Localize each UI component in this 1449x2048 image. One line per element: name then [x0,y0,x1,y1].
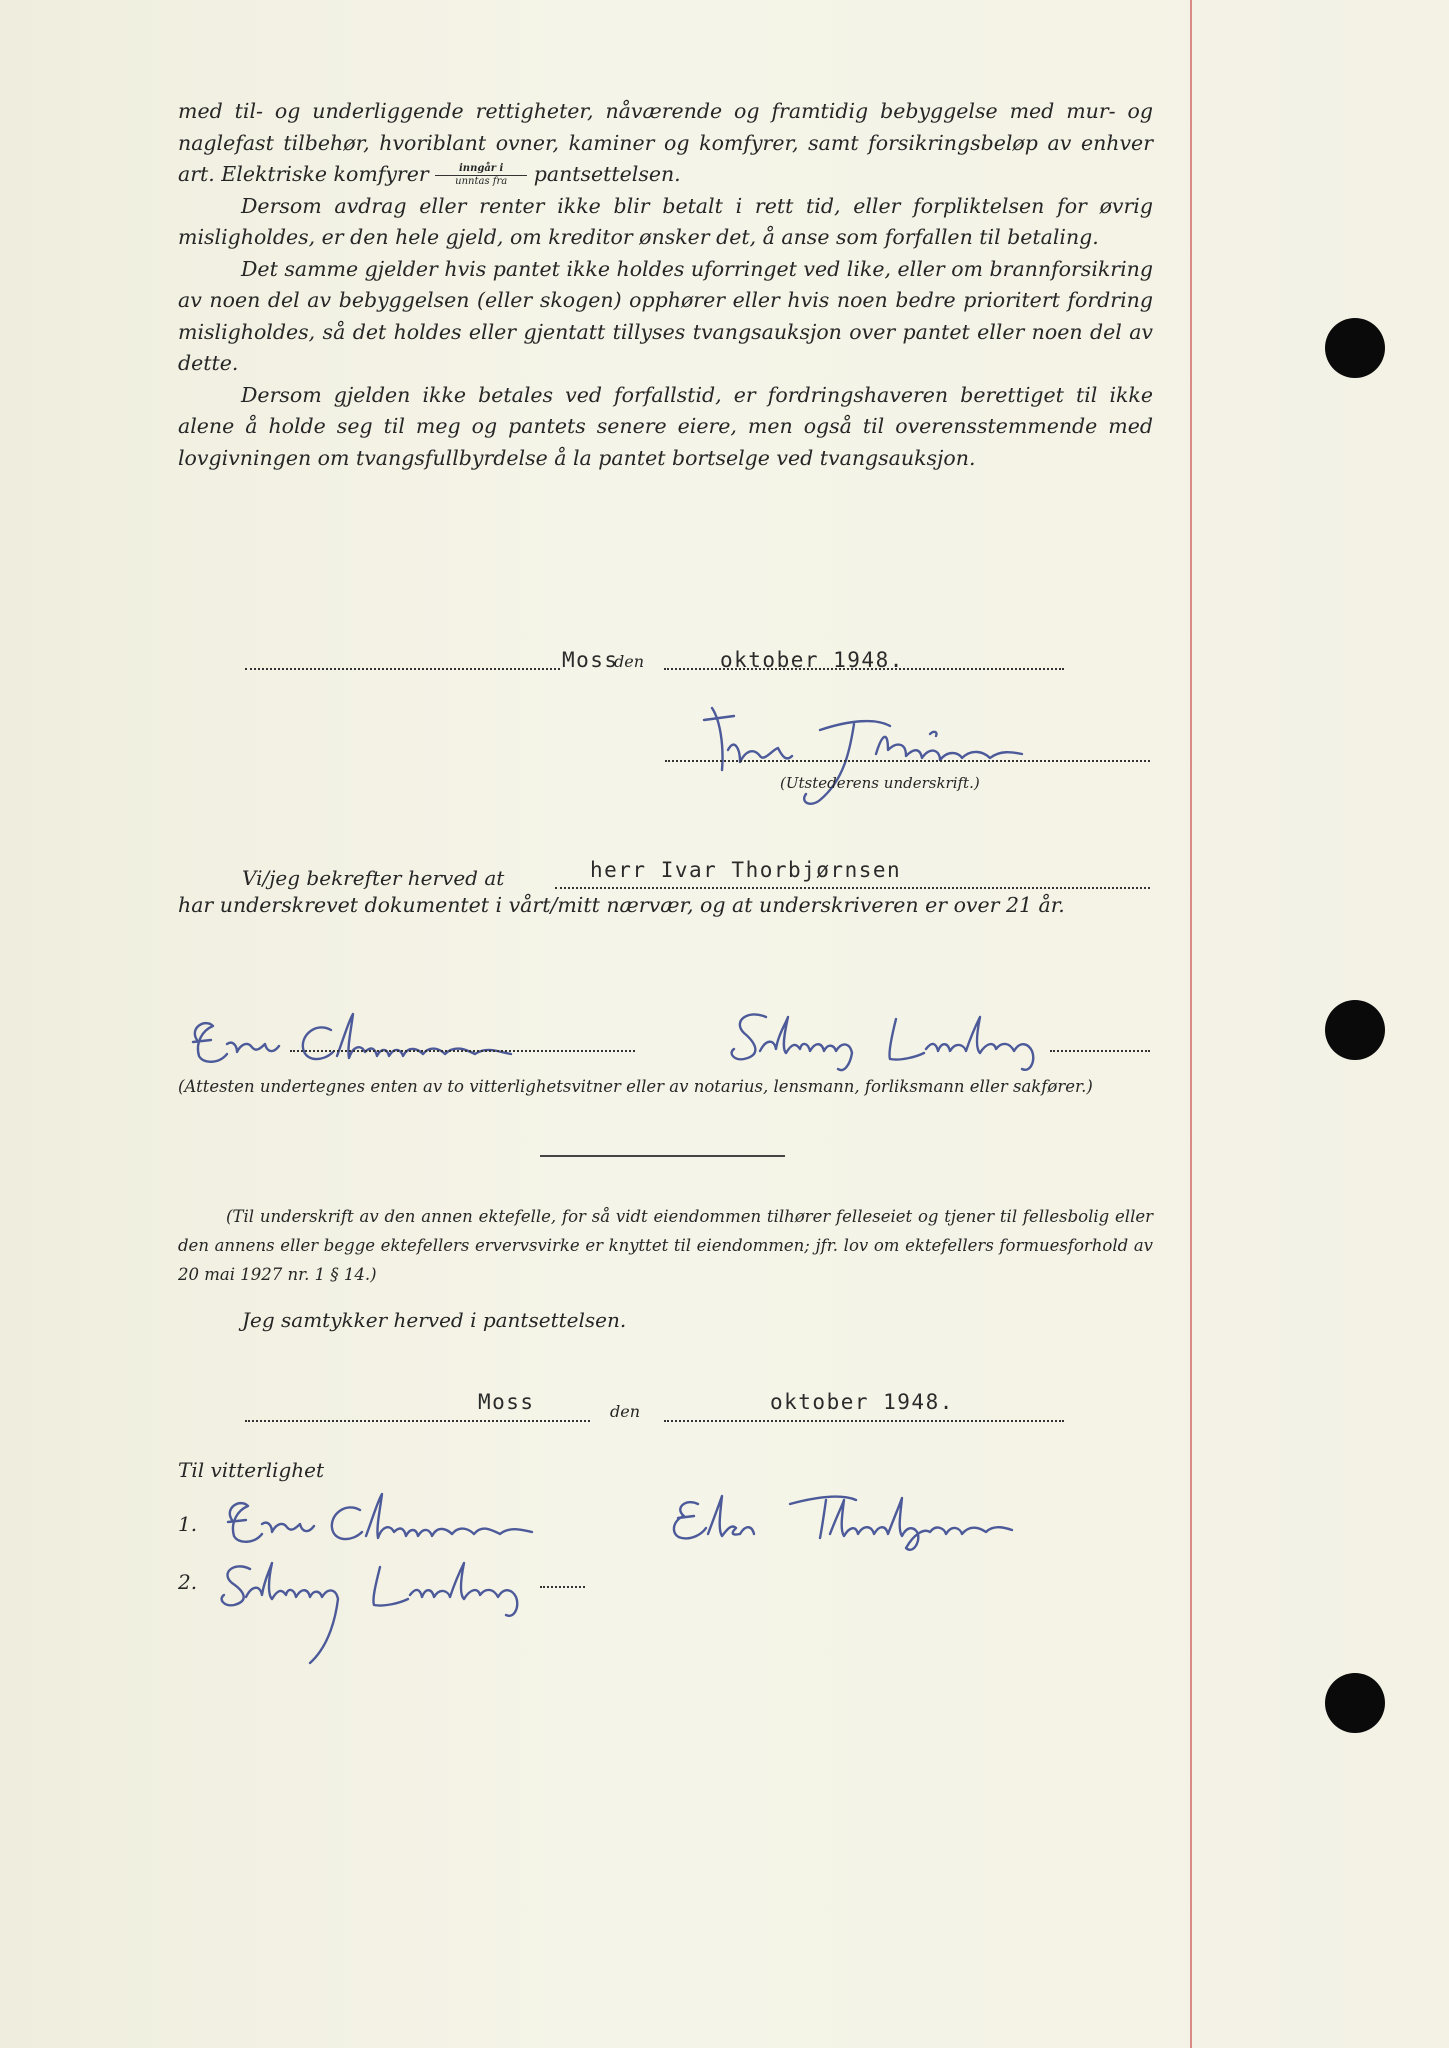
spouse-signature [660,1478,1100,1558]
punch-hole-bottom [1325,1673,1385,1733]
paragraph-default-payment: Dersom avdrag eller renter ikke blir betalt i rett tid, eller forpliktelsen for øvrig misligholdes, er den hele gjeld, om kreditor ønsker det, å anse som forfallen til betaling. [178,193,1153,249]
punch-hole-middle [1325,1000,1385,1060]
section-divider [540,1155,785,1157]
paragraph-enforcement: Dersom gjelden ikke betales ved forfallstid, er fordringshaveren berettiget til ikke alene å holde seg til meg og pantets senere eiere, men også til overensstemmende med lovgivningen om tvangsfullbyrdelse å la pantet bortselge ved tvangsauksjon. [178,382,1153,470]
place-dots-1 [245,668,560,670]
paragraph-property-rights-text: med til- og underliggende rettigheter, nåværende og framtidig bebyggelse med mur- og naglefast tilbehør, hvoriblant ovner, kaminer og komfyrer, samt forsikringsbeløp av enhver art. Elektriske komfyrer [178,99,1153,186]
paragraph-collateral-maintenance: Det samme gjelder hvis pantet ikke holdes uforringet ved like, eller om brannforsikring av noen del av bebyggelsen (eller skogen) opphører eller hvis noen bedre prioritert fordring misligholdes, så det holdes eller gjentatt tillyses tvangsauksjon over pantet eller noen del av dette. [178,256,1153,375]
attestation-witness-2-signature [210,1545,610,1665]
date-value-1: oktober 1948. [720,648,904,672]
witness-caption: (Attesten undertegnes enten av to vitterlighetsvitner eller av notarius, lensmann, forliksmann eller sakfører.) [178,1077,1093,1096]
date-dots-2 [664,1420,1064,1422]
stove-option-included: inngår i [459,162,504,174]
place-value-1: Moss [562,648,619,672]
place-value-2: Moss [478,1390,535,1414]
den-label-2: den [610,1402,641,1421]
confirmation-name-dots [555,887,1150,889]
date-value-2: oktober 1948. [770,1390,954,1414]
issuer-signature-caption: (Utstederens underskrift.) [780,774,980,792]
attestation-number-1: 1. [178,1512,198,1536]
margin-line [1190,0,1192,2048]
signature-dots [665,760,1150,762]
attestation-number-2: 2. [178,1570,198,1594]
paragraph-property-rights [178,96,1153,191]
attestation-label: Til vitterlighet [178,1458,325,1482]
confirmation-text: har underskrevet dokumentet i vårt/mitt nærvær, og at underskriveren er over 21 år. [178,893,1065,917]
witness-2-dots [1050,1050,1150,1052]
stove-option-strike [435,163,527,189]
stove-option-excluded: unntas fra [435,175,527,188]
confirmation-name: herr Ivar Thorbjørnsen [590,858,902,882]
witness-1-dots [290,1050,635,1052]
attestation-witness-2-dots [540,1586,585,1588]
spouse-note: (Til underskrift av den annen ektefelle, for så vidt eiendommen tilhører felleseiet og tjener til fellesbolig eller den annens eller begge ektefellers ervervsvirke er knyttet til eiendommen; jfr. lov om ektefellers formuesforhold av 20 mai 1927 nr. 1 § 14.) [178,1207,1153,1284]
issuer-signature [700,690,1080,810]
mortgage-terms [178,96,1153,474]
place-dots-2 [245,1420,590,1422]
punch-hole-top [1325,318,1385,378]
den-label-1: den [614,652,645,671]
consent-statement: Jeg samtykker herved i pantsettelsen. [242,1308,627,1332]
witness-1-signature [175,1000,635,1080]
paragraph-property-rights-end: pantsettelsen. [533,162,681,186]
confirmation-prefix: Vi/jeg bekrefter herved at [242,866,505,890]
